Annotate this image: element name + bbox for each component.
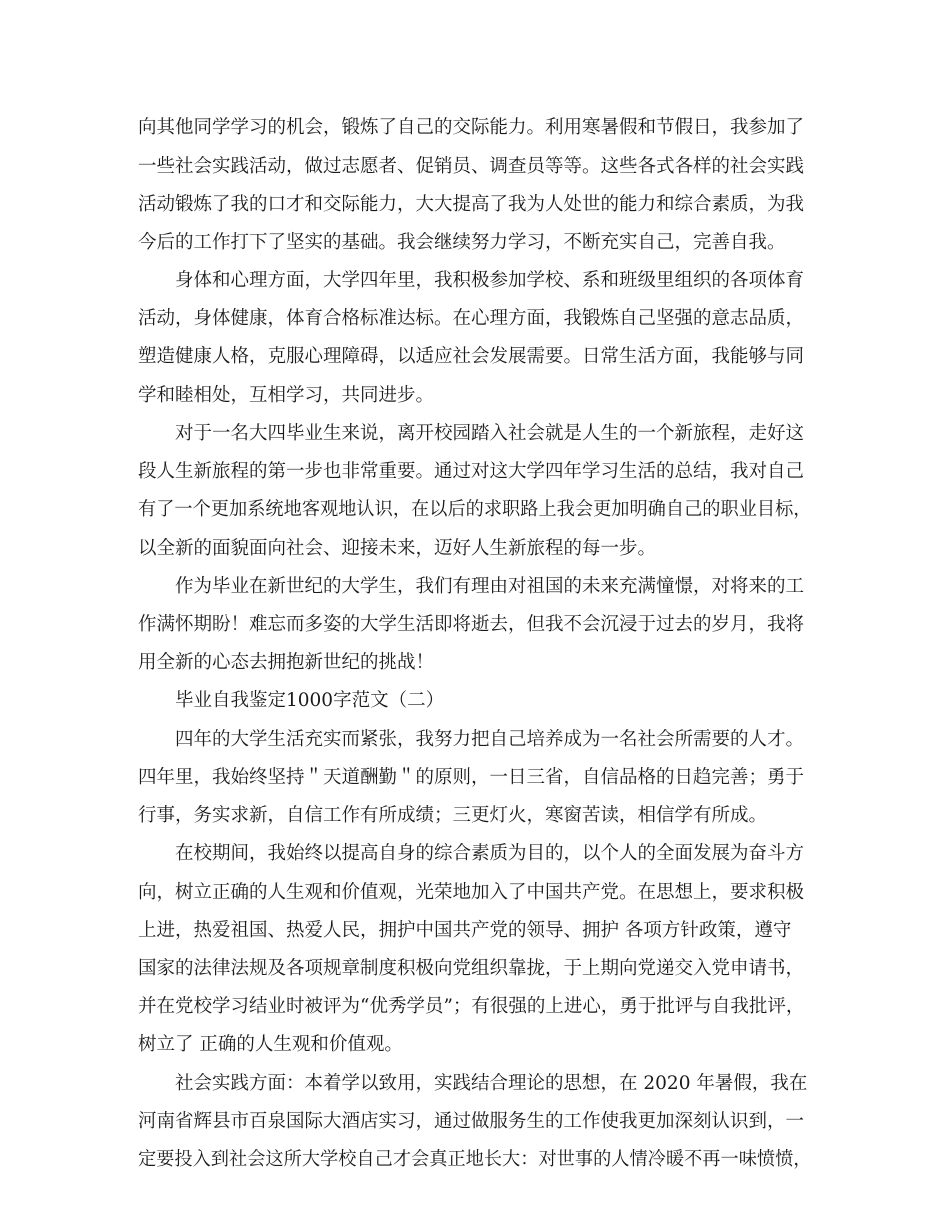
text-line: 身体和心理方面，大学四年里，我积极参加学校、系和班级里组织的各项体育 xyxy=(175,270,805,291)
text-line: 塑造健康人格，克服心理障碍，以适应社会发展需要。日常生活方面，我能够与同 xyxy=(138,346,805,367)
text-line: 段人生新旅程的第一步也非常重要。通过对这大学四年学习生活的总结，我对自己 xyxy=(138,461,805,482)
text-line: 对于一名大四毕业生来说，离开校园踏入社会就是人生的一个新旅程，走好这 xyxy=(175,423,805,444)
text-line: 定要投入到社会这所大学校自己才会真正地长大：对世事的人情冷暖不再一味愤愤， xyxy=(138,1149,812,1170)
text-line: 用全新的心态去拥抱新世纪的挑战！ xyxy=(138,652,435,673)
text-line: 河南省辉县市百泉国际大酒店实习，通过做服务生的工作使我更加深刻认识到，一 xyxy=(138,1111,805,1132)
text-line: 一些社会实践活动，做过志愿者、促销员、调查员等等。这些各式各样的社会实践 xyxy=(138,156,805,177)
text-line: 并在党校学习结业时被评为“优秀学员”；有很强的上进心，勇于批评与自我批评， xyxy=(138,996,805,1017)
text-line: 有了一个更加系统地客观地认识，在以后的求职路上我会更加明确自己的职业目标， xyxy=(138,499,812,520)
text-line: 在校期间，我始终以提高自身的综合素质为目的，以个人的全面发展为奋斗方 xyxy=(175,843,805,864)
text-line: 上进，热爱祖国、热爱人民，拥护中国共产党的领导、拥护 各项方针政策，遵守 xyxy=(138,920,792,941)
section-heading: 毕业自我鉴定1000字范文（二） xyxy=(175,690,445,711)
text-line: 今后的工作打下了坚实的基础。我会继续努力学习，不断充实自己，完善自我。 xyxy=(138,232,786,253)
text-line: 四年的大学生活充实而紧张，我努力把自己培养成为一名社会所需要的人才。 xyxy=(175,729,805,750)
text-line: 向，树立正确的人生观和价值观，光荣地加入了中国共产党。在思想上，要求积极 xyxy=(138,882,805,903)
text-line: 社会实践方面：本着学以致用，实践结合理论的思想，在 2020 年暑假，我在 xyxy=(175,1073,808,1094)
text-line: 四年里，我始终坚持＂天道酬勤＂的原则，一日三省，自信品格的日趋完善；勇于 xyxy=(138,767,805,788)
text-line: 作满怀期盼！难忘而多姿的大学生活即将逝去，但我不会沉浸于过去的岁月，我将 xyxy=(138,614,805,635)
text-line: 向其他同学学习的机会，锻炼了自己的交际能力。利用寒暑假和节假日，我参加了 xyxy=(138,117,805,138)
text-line: 树立了 正确的人生观和价值观。 xyxy=(138,1034,403,1055)
text-line: 以全新的面貌面向社会、迎接未来，迈好人生新旅程的每一步。 xyxy=(138,538,657,559)
text-line: 活动，身体健康，体育合格标准达标。在心理方面，我锻炼自己坚强的意志品质， xyxy=(138,308,805,329)
text-line: 作为毕业在新世纪的大学生，我们有理由对祖国的未来充满憧憬，对将来的工 xyxy=(175,576,805,597)
text-line: 活动锻炼了我的口才和交际能力，大大提高了我为人处世的能力和综合素质，为我 xyxy=(138,194,805,215)
text-line: 行事，务实求新，自信工作有所成绩；三更灯火，寒窗苦读，相信学有所成。 xyxy=(138,805,768,826)
text-line: 国家的法律法规及各项规章制度积极向党组织靠拢，于上期向党递交入党申请书， xyxy=(138,958,805,979)
text-line: 学和睦相处，互相学习，共同进步。 xyxy=(138,385,435,406)
